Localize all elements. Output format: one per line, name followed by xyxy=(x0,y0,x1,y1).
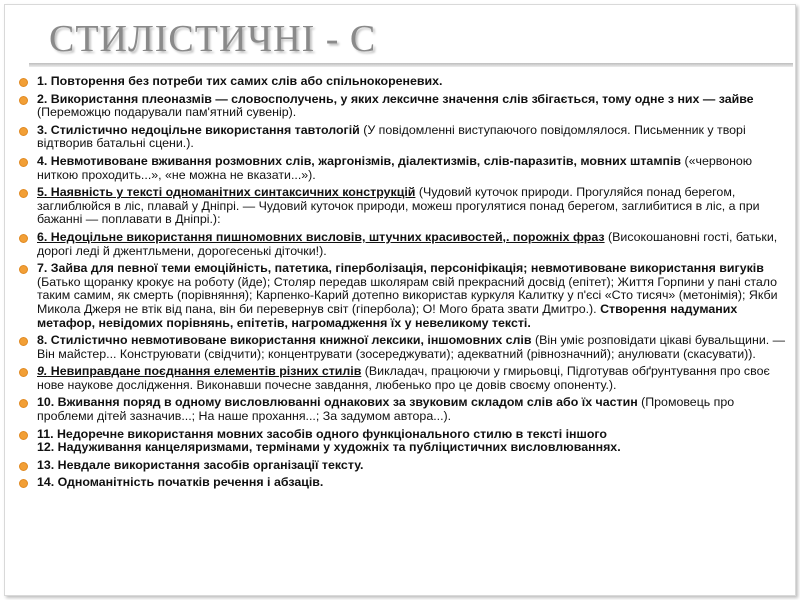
item-heading-text: 9. xyxy=(37,364,48,379)
item-heading-text: 10. Вживання поряд в одному висловлюванні однакових за звуковим складом слів або їх частин xyxy=(37,395,638,410)
item-heading-text: 1. Повторення без потреби тих самих слів або спільнокореневих. xyxy=(37,74,443,88)
list-item xyxy=(19,231,789,258)
item-example-text: (Промовець про проблеми дітей зазначив...; На наше прохання...; За задумом автора...). xyxy=(37,395,735,424)
item-heading-text: 12. Надуживання канцеляризмами, термінами у художніх та публіцистичних висловлюваннях. xyxy=(37,440,621,455)
item-heading-text: 14. Одноманітність початків речення і абзаців. xyxy=(37,475,324,490)
item-heading-text: 13. Невдале використання засобів організації тексту. xyxy=(37,457,364,472)
item-example-text: (Чудовий куточок природи. Прогуляйся понад берегом, заглиблюйся в ліс, плавай у Дніпрі. — Чудовий куточок природи, можеш прогулятися понад берегом, заглибитися в ліс, а при бажанні — поплавати в Дніпрі.): xyxy=(37,185,760,227)
bullet-icon xyxy=(19,189,28,198)
slide-title: СТИЛІСТИЧНІ - С xyxy=(49,18,377,60)
list-item xyxy=(19,334,789,361)
bullet-icon xyxy=(19,431,28,440)
item-example-text: (Викладач, працюючи у гмирьовці, Підготував обґрунтування про своє нове наукове дослідження. Виконавши почесне завдання, любенько про це довів своєму опоненту.). xyxy=(37,364,770,392)
item-example-text: («червоною ниткою проходить...», «не можна не вказати...»). xyxy=(37,153,753,182)
item-example-text: (Він уміє розповідати цікаві бувальщини. — Він майстер... Конструювати (свідчити); концентрувати (зосереджувати); адекватний (рівнозначний); анулювати (скасувати)). xyxy=(37,333,786,361)
bullet-icon xyxy=(19,78,28,87)
slide-frame xyxy=(4,4,796,596)
list-item xyxy=(19,396,789,423)
item-heading-text: Невиправдане поєднання елементів різних стилів xyxy=(47,364,362,379)
list-item xyxy=(19,459,789,473)
list-item xyxy=(19,262,789,330)
bullet-icon xyxy=(19,234,28,243)
list-item xyxy=(19,75,789,89)
title-divider xyxy=(29,63,793,67)
bullet-icon xyxy=(19,399,28,408)
bullet-icon xyxy=(19,462,28,471)
bullet-icon xyxy=(19,158,28,167)
bullet-icon xyxy=(19,96,28,105)
item-heading-text: 2. Використання плеоназмів — словосполучень, у яких лексичне значення слів збігається, тому одне з них — зайве xyxy=(37,91,754,106)
bullet-icon xyxy=(19,368,28,377)
item-heading-text: Створення надуманих метафор, невідомих порівнянь, епітетів, нагромадження їх у невеликому тексті. xyxy=(37,301,738,330)
list-item xyxy=(19,155,789,182)
item-example-text: (Високошановні гості, батьки, дорогі леді й джентльмени, дорогесенькі діточки!). xyxy=(37,229,778,258)
list-item xyxy=(19,365,789,392)
bullet-icon xyxy=(19,337,28,346)
item-example-text: (Батько щоранку крокує на роботу (йде); Столяр передав школярам свій прекрасний досвід (епітет); Життя Горпини у пані стало таким самим, як смерть (порівняння); Карпенко-Карий дотепно використав куркуля Калитку у п'єсі «Сто тисяч» (метонімія); Якби Микола Джеря не втік від пана, він би перевернув світ (гіпербола); О! Мого брата звати Дмитро.). xyxy=(37,274,778,316)
list-item xyxy=(19,476,789,490)
list-item xyxy=(19,186,789,227)
item-heading-text: 4. Невмотивоване вживання розмовних слів, жаргонізмів, діалектизмів, слів-паразитів, мовних штампів xyxy=(37,153,682,168)
item-heading-text: 5. Наявність у тексті одноманітних синтаксичних конструкцій xyxy=(37,185,416,200)
item-heading-text: 8. Стилістично невмотивоване використання книжної лексики, іншомовних слів xyxy=(37,333,532,348)
item-heading-text: 6. Недоцільне використання пишномовних висловів, штучних красивостей,. порожніх фраз xyxy=(37,229,605,244)
item-heading-text: 3. Стилістично недоцільне використання тавтологій xyxy=(37,122,360,137)
item-heading-text: 11. Недоречне використання мовних засобів одного функціонального стилю в тексті іншого xyxy=(37,426,607,441)
item-example-text: (У повідомленні виступаючого повідомлялося. Письменник у творі відтворив батальні сцени.). xyxy=(37,122,746,151)
bullet-icon xyxy=(19,479,28,488)
item-heading-text: 7. Зайва для певної теми емоційність, патетика, гіперболізація, персоніфікація; невмотивоване використання вигуків xyxy=(37,261,764,276)
list-item xyxy=(19,93,789,120)
bullet-icon xyxy=(19,127,28,136)
bullet-icon xyxy=(19,265,28,274)
list-item xyxy=(19,428,789,455)
rules-list xyxy=(19,75,789,494)
item-example-text: (Переможцю подарували пам'ятний сувенір). xyxy=(37,105,297,120)
list-item xyxy=(19,124,789,151)
